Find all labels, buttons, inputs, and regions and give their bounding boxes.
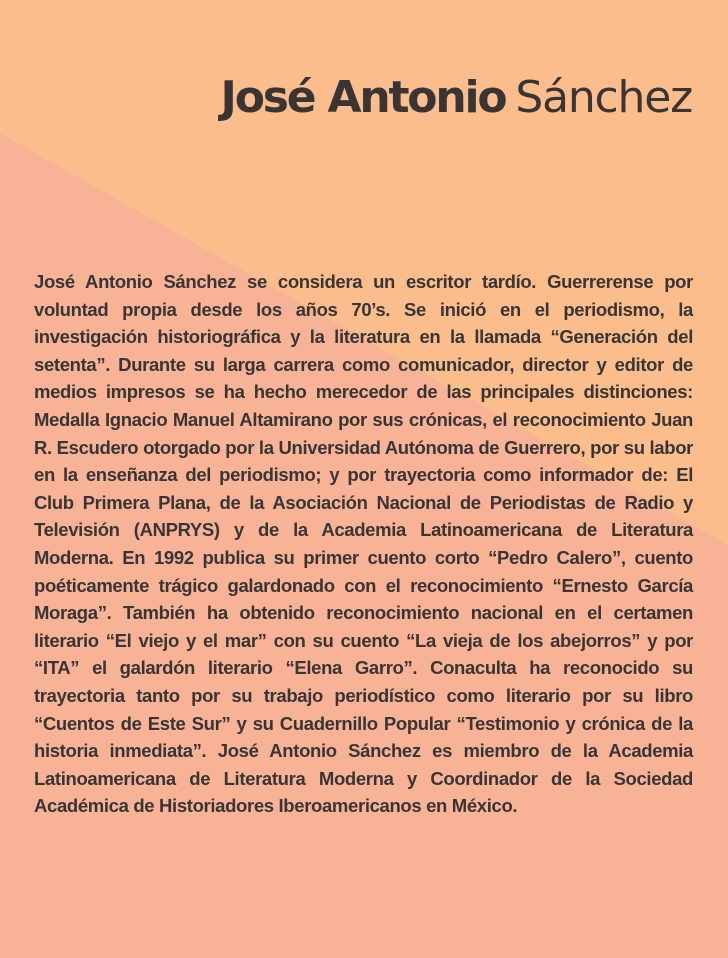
page-title (221, 70, 692, 126)
title-name-light: Sánchez (515, 72, 692, 123)
biography-text: José Antonio Sánchez se considera un escritor tardío. Guerrerense por voluntad propia desde los años 70’s. Se inició en el periodismo, la investigación historiográfica y la literatura en la llamada “Generación del setenta”. Durante su larga carrera como comunicador, director y editor de medios impresos se ha hecho merecedor de las principales distinciones: Medalla Ignacio Manuel Altamirano por sus crónicas, el reconocimiento Juan R. Escudero otorgado por la Universidad Autónoma de Guerrero, por su labor en la enseñanza del periodismo; y por trayectoria como informador de: El Club Primera Plana, de la Asociación Nacional de Periodistas de Radio y Televisión (ANPRYS) y de la Academia Latinoamericana de Literatura Moderna. En 1992 publica su primer cuento corto “Pedro Calero”, cuento poéticamente trágico galardonado con el reconocimiento “Ernesto García Moraga”. También ha obtenido reconocimiento nacional en el certamen literario “El viejo y el mar” con su cuento “La vieja de los abejorros” y por “ITA” el galardón literario “Elena Garro”. Conaculta ha reconocido su trayectoria tanto por su trabajo periodístico como literario por su libro “Cuentos de Este Sur” y su Cuadernillo Popular “Testimonio y crónica de la historia inmediata”. José Antonio Sánchez es miembro de la Academia Latinoamericana de Literatura Moderna y Coordinador de la Sociedad Académica de Historiadores Iberoamericanos en México. (34, 271, 693, 817)
title-name-bold: José Antonio (220, 72, 506, 123)
